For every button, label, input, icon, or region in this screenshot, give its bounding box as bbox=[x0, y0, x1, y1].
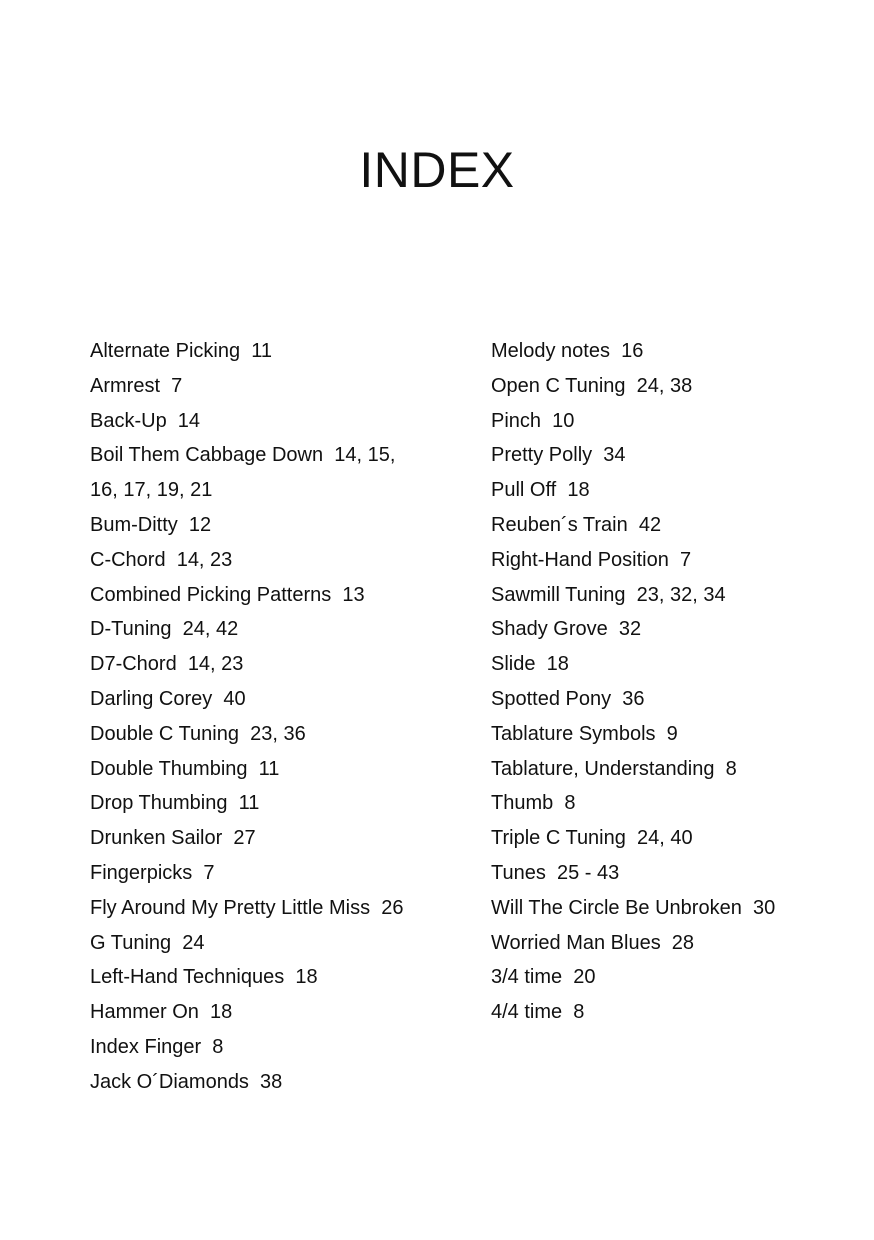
index-entry: 3/4 time 20 bbox=[491, 966, 596, 989]
index-entry: Triple C Tuning 24, 40 bbox=[491, 827, 693, 850]
index-entry: Pretty Polly 34 bbox=[491, 444, 626, 467]
index-entry: Alternate Picking 11 bbox=[90, 340, 272, 362]
index-entry: D-Tuning 24, 42 bbox=[90, 618, 239, 641]
index-entry: Pinch 10 bbox=[491, 409, 575, 432]
index-entry: C-Chord 14, 23 bbox=[90, 548, 233, 571]
index-entry: Right-Hand Position 7 bbox=[491, 548, 692, 571]
index-column-right bbox=[491, 334, 831, 1030]
index-entry: Worried Man Blues 28 bbox=[491, 931, 695, 954]
index-entry: Bum-Ditty 12 bbox=[90, 513, 212, 536]
index-entry: Tablature, Understanding 8 bbox=[491, 757, 737, 780]
index-column-left bbox=[90, 334, 460, 1100]
index-entry: Index Finger 8 bbox=[90, 1035, 224, 1058]
index-entry: Pull Off 18 bbox=[491, 479, 590, 502]
index-entry: Boil Them Cabbage Down 14, 15, bbox=[90, 444, 396, 467]
index-entry: Open C Tuning 24, 38 bbox=[491, 374, 693, 397]
index-entry: D7-Chord 14, 23 bbox=[90, 653, 244, 676]
index-entry: Drop Thumbing 11 bbox=[90, 792, 260, 815]
index-entry: Drunken Sailor 27 bbox=[90, 827, 256, 850]
index-entry: Back-Up 14 bbox=[90, 409, 201, 432]
index-entry: Darling Corey 40 bbox=[90, 687, 246, 710]
index-entry: Slide 18 bbox=[491, 653, 569, 676]
index-entry: 4/4 time 8 bbox=[491, 1001, 585, 1024]
index-entry: Shady Grove 32 bbox=[491, 618, 642, 641]
index-entry: Sawmill Tuning 23, 32, 34 bbox=[491, 583, 726, 606]
index-entry: Hammer On 18 bbox=[90, 1001, 233, 1024]
index-entry: Reuben´s Train 42 bbox=[491, 513, 662, 536]
index-entry: Fly Around My Pretty Little Miss 26 bbox=[90, 896, 404, 919]
index-entry: Armrest 7 bbox=[90, 374, 183, 397]
index-entry: Tunes 25 - 43 bbox=[491, 861, 620, 884]
index-entry: 16, 17, 19, 21 bbox=[90, 479, 213, 502]
index-entry: Spotted Pony 36 bbox=[491, 687, 645, 710]
index-entry: Thumb 8 bbox=[491, 792, 576, 815]
index-entry: Double C Tuning 23, 36 bbox=[90, 722, 306, 745]
index-entry: Left-Hand Techniques 18 bbox=[90, 966, 318, 989]
page-title: INDEX bbox=[359, 142, 515, 198]
index-entry: Melody notes 16 bbox=[491, 340, 644, 362]
index-entry: Fingerpicks 7 bbox=[90, 861, 215, 884]
index-entry: Combined Picking Patterns 13 bbox=[90, 583, 365, 606]
index-entry: Will The Circle Be Unbroken 30 bbox=[491, 896, 776, 919]
index-entry: Jack O´Diamonds 38 bbox=[90, 1070, 283, 1093]
index-entry: Tablature Symbols 9 bbox=[491, 722, 678, 745]
index-entry: G Tuning 24 bbox=[90, 931, 205, 954]
index-entry: Double Thumbing 11 bbox=[90, 757, 280, 780]
